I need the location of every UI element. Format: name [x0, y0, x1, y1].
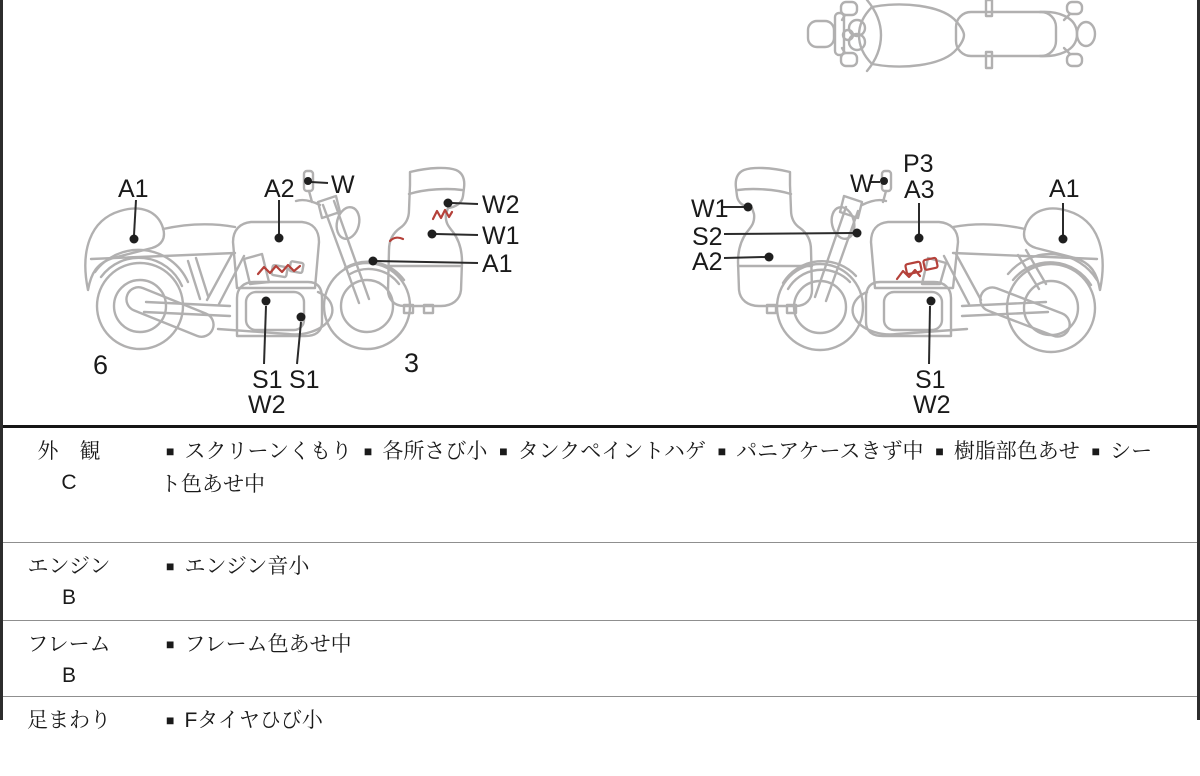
item-list: [152, 428, 1200, 542]
list-item: [160, 633, 352, 656]
damage-mark-pannier: [390, 238, 403, 241]
bullet-icon: ■: [717, 443, 727, 459]
bullet-icon: ■: [363, 443, 373, 459]
marker-dot: [927, 297, 936, 306]
list-item: [493, 440, 706, 463]
frame-tubes: [207, 254, 244, 304]
item-text: 樹脂部色あせ: [953, 440, 1080, 463]
marker-dot: [1059, 235, 1068, 244]
windscreen-seam: [409, 189, 462, 194]
item-text: タンクペイントハゲ: [517, 440, 706, 463]
pannier-foot: [767, 305, 776, 313]
engine-inner: [246, 292, 304, 330]
item-text: スクリーンくもり: [184, 440, 353, 463]
list-item: [358, 440, 487, 463]
label-tank: A3: [904, 176, 935, 204]
label-screen-upper: W2: [482, 191, 520, 219]
grade-value: C: [61, 471, 77, 494]
motorcycle-right-side-diagram: [85, 168, 519, 419]
rear-shock: [188, 258, 208, 299]
seat: [163, 224, 235, 229]
front-wheel-hub: [341, 280, 393, 332]
label-mirror: W: [331, 171, 355, 199]
seat-top: [956, 12, 1056, 56]
corner-number-left: 6: [93, 350, 109, 380]
label-fork: S2: [692, 223, 723, 251]
damage-marks: [897, 258, 938, 279]
leader-line: [436, 234, 478, 235]
motorcycle-top-view: [808, 0, 1095, 71]
item-text: パニアケースきず中: [736, 440, 924, 463]
list-item: [160, 440, 352, 463]
frame-tubes: [944, 254, 981, 304]
marker-dot: [369, 257, 378, 266]
bullet-icon: ■: [166, 712, 175, 728]
item-text: Fタイヤひび小: [184, 709, 323, 732]
leader-line: [724, 257, 765, 258]
marker-dot: [428, 230, 437, 239]
marker-dot: [915, 234, 924, 243]
bullet-icon: ■: [499, 443, 508, 459]
label-tank-upper: P3: [903, 150, 934, 178]
rear-cowl-top: [1040, 12, 1077, 56]
item-text: 各所さび小: [382, 440, 488, 463]
turn-signal: [1067, 2, 1082, 14]
front-wheel-top: [808, 21, 834, 47]
marker-dot: [853, 229, 862, 238]
section-cell: [0, 621, 152, 696]
leader-line: [452, 203, 478, 204]
page-left-border: [0, 0, 3, 720]
handlebar: [296, 200, 320, 205]
label-rear-cowl: A1: [1049, 175, 1080, 203]
leader-line: [724, 233, 853, 234]
label-engine: S1: [915, 366, 946, 394]
bullet-icon: ■: [166, 558, 175, 574]
label-screen-lower: W1: [482, 222, 520, 250]
list-item: [160, 555, 309, 578]
grade-value: B: [61, 664, 76, 687]
marker-dot: [275, 234, 284, 243]
turn-signal: [1067, 54, 1082, 66]
bullet-icon: ■: [935, 443, 944, 459]
pannier-foot: [404, 305, 413, 313]
headlight: [828, 205, 857, 241]
corner-number-right: 3: [404, 348, 420, 378]
list-item: [712, 440, 924, 463]
table-row-frame: [0, 620, 1200, 696]
item-text: エンジン音小: [184, 555, 310, 578]
label-screen: W1: [691, 195, 729, 223]
item-list: [152, 697, 1200, 776]
front-wheel-hub: [794, 281, 846, 333]
item-list: [152, 621, 1200, 696]
damage-mark-part: [905, 261, 922, 274]
list-item: [929, 440, 1079, 463]
leader-line: [311, 182, 328, 183]
label-engine-sub: W2: [248, 391, 286, 419]
swingarm: [144, 302, 230, 316]
grade-value: B: [61, 586, 76, 609]
exhaust-pipe: [218, 292, 332, 334]
label-engine-b: S1: [289, 366, 320, 394]
marker-dot: [262, 297, 271, 306]
leader-line: [134, 200, 136, 235]
label-rear-cowl: A1: [118, 175, 149, 203]
item-list: [152, 543, 1200, 620]
label-engine-sub: W2: [913, 391, 951, 419]
mirror-left-top: [841, 2, 857, 15]
damage-mark-part: [923, 258, 938, 270]
bullet-icon: ■: [166, 636, 175, 652]
marker-dot: [297, 313, 306, 322]
marker-dot: [765, 253, 774, 262]
label-front-fork: A1: [482, 250, 513, 278]
rear-cowl: [85, 208, 164, 290]
section-label: フレーム: [27, 633, 111, 656]
seat: [953, 224, 1025, 229]
marker-dot: [304, 177, 312, 185]
list-item: [160, 709, 323, 732]
condition-table: [0, 425, 1200, 776]
section-label: 外 観: [37, 440, 101, 463]
label-mirror: W: [850, 170, 874, 198]
rear-wheel: [97, 263, 183, 349]
damage-mark-screen: [433, 210, 452, 219]
item-text: フレーム色あせ中: [184, 633, 352, 656]
bullet-icon: ■: [1091, 443, 1101, 459]
fuel-tank: [871, 222, 958, 288]
section-label: エンジン: [27, 555, 111, 578]
label-tank: A2: [264, 175, 295, 203]
section-cell: [0, 428, 152, 542]
leader-line: [929, 306, 930, 364]
marker-dot: [744, 203, 753, 212]
marker-dot: [444, 199, 453, 208]
pannier-foot: [424, 305, 433, 313]
section-label: 足まわり: [27, 709, 111, 732]
cylinder: [922, 258, 946, 284]
marker-dot: [880, 177, 888, 185]
windscreen-seam: [738, 189, 791, 194]
table-row-engine: [0, 542, 1200, 620]
motorcycle-left-side-diagram: [691, 150, 1103, 419]
section-cell: [0, 697, 152, 776]
table-row-exterior: [0, 428, 1200, 542]
fuel-tank: [233, 222, 319, 288]
label-pannier: A2: [692, 248, 723, 276]
foot-peg: [986, 52, 992, 68]
foot-peg: [986, 0, 992, 16]
mirror-right-top: [841, 53, 857, 66]
rear-fender-tip: [1077, 22, 1095, 46]
marker-dot: [130, 235, 139, 244]
body-bottom-line: [953, 253, 1097, 259]
leader-line: [264, 306, 266, 364]
item-text: シート色あせ中: [160, 440, 1153, 496]
bullet-icon: ■: [166, 443, 175, 459]
section-cell: [0, 543, 152, 620]
table-row-undercarriage: [0, 696, 1200, 776]
label-engine-a: S1: [252, 366, 283, 394]
